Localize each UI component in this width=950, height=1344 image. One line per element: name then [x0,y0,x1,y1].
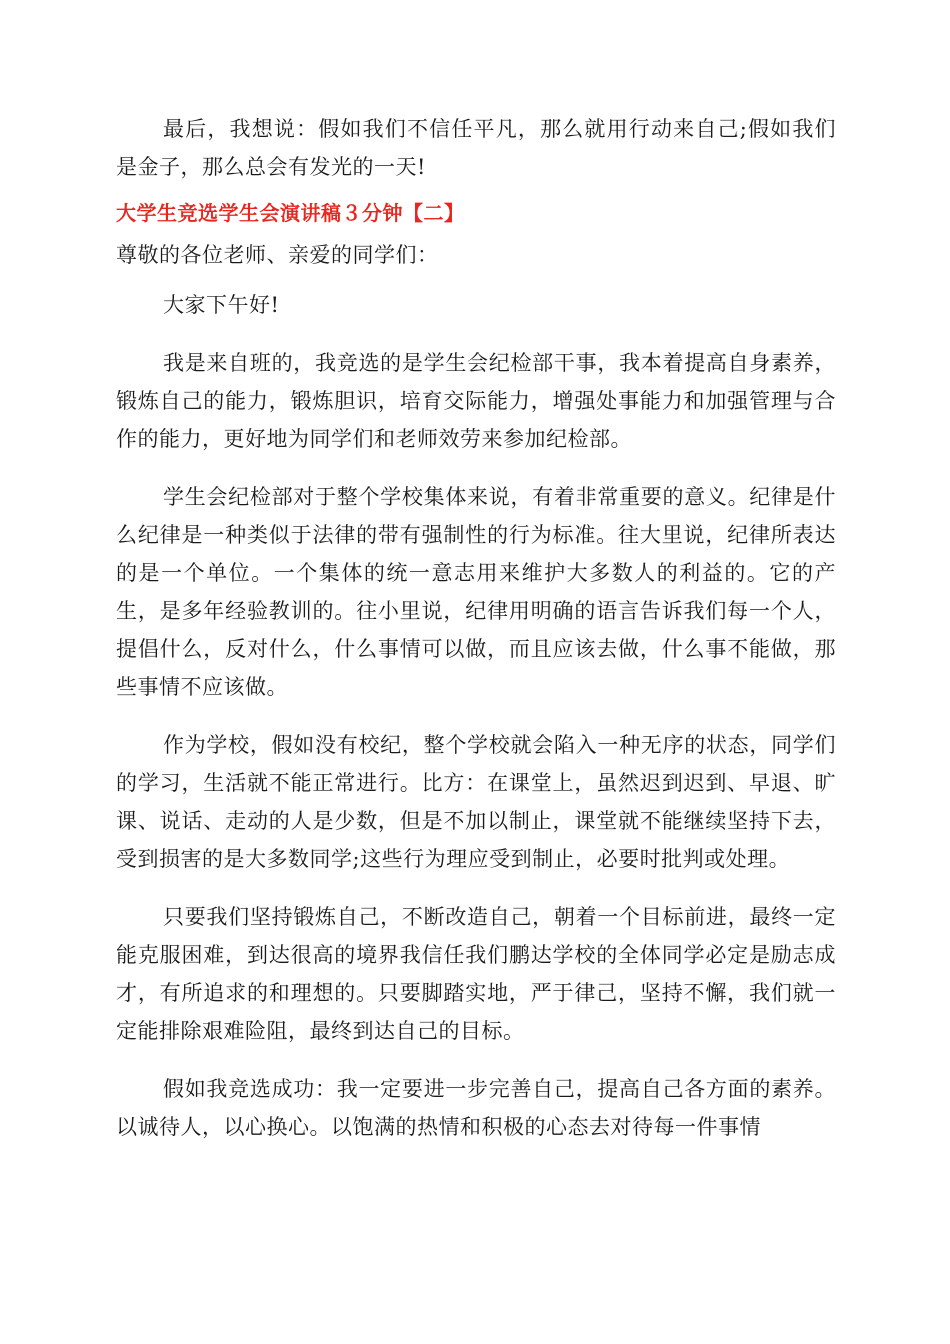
body-paragraph: 只要我们坚持锻炼自己，不断改造自己，朝着一个目标前进，最终一定能克服困难，到达很高的境界我信任我们鹏达学校的全体同学必定是励志成才，有所追求的和理想的。只要脚踏实地，严于律己，坚持不懈，我们就一定能排除艰难险阻，最终到达自己的目标。 [116,905,836,1043]
closing-paragraph: 最后，我想说：假如我们不信任平凡，那么就用行动来自己;假如我们是金子，那么总会有发光的一天! [116,117,836,179]
greeting: 大家下午好! [163,293,280,317]
body-paragraph: 我是来自班的，我竞选的是学生会纪检部干事，我本着提高自身素养，锻炼自己的能力，锻炼胆识，培育交际能力，增强处事能力和加强管理与合作的能力，更好地为同学们和老师效劳来参加纪检部。 [116,351,836,451]
body-paragraph: 假如我竞选成功：我一定要进一步完善自己，提高自己各方面的素养。以诚待人，以心换心。以饱满的热情和积极的心态去对待每一件事情 [116,1077,836,1139]
body-paragraph: 作为学校，假如没有校纪，整个学校就会陷入一种无序的状态，同学们的学习，生活就不能正常进行。比方：在课堂上，虽然迟到迟到、早退、旷课、说话、走动的人是少数，但是不加以制止，课堂就不能继续坚持下去，受到损害的是大多数同学;这些行为理应受到制止，必要时批判或处理。 [116,733,836,871]
salutation: 尊敬的各位老师、亲爱的同学们： [116,243,439,267]
document-page [116,110,836,1146]
body-paragraph: 学生会纪检部对于整个学校集体来说，有着非常重要的意义。纪律是什么纪律是一种类似于法律的带有强制性的行为标准。往大里说，纪律所表达的是一个单位。一个集体的统一意志用来维护大多数人的利益的。它的产生，是多年经验教训的。往小里说，纪律用明确的语言告诉我们每一个人，提倡什么，反对什么，什么事情可以做，而且应该去做，什么事不能做，那些事情不应该做。 [116,485,836,699]
section-heading: 大学生竞选学生会演讲稿３分钟【二】 [116,201,465,225]
